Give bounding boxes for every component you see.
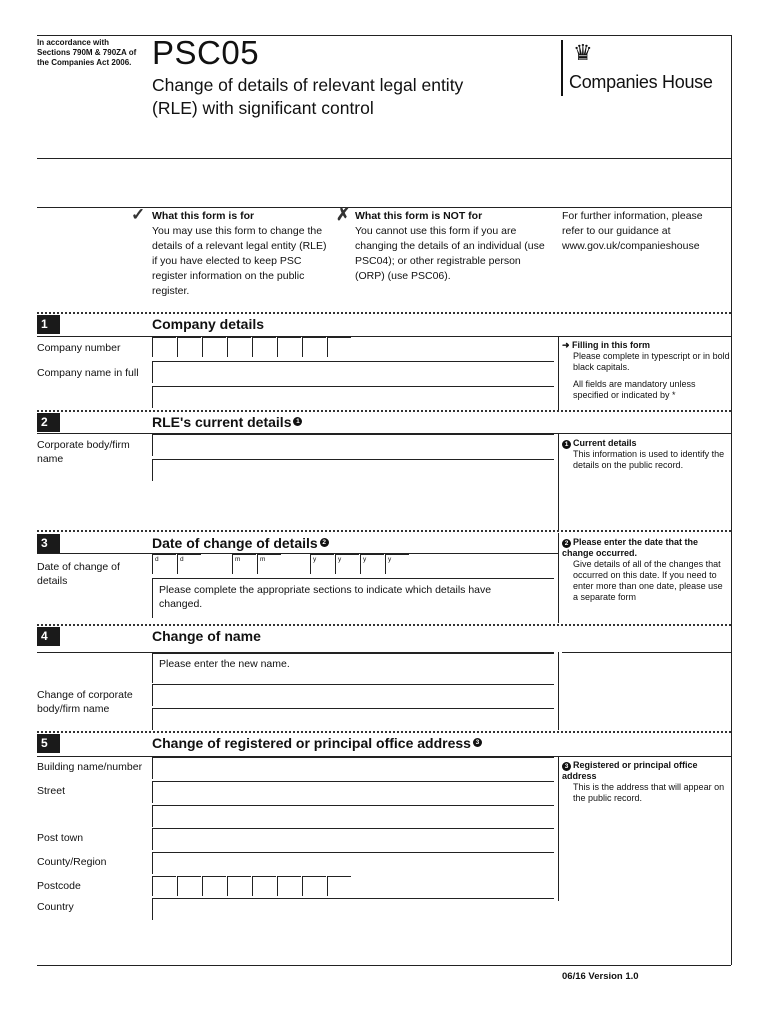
company-number-cell[interactable] xyxy=(302,337,326,357)
current-details-note xyxy=(562,438,730,471)
new-name-note: Please enter the new name. xyxy=(159,658,290,670)
section-4-title: Change of name xyxy=(152,628,261,644)
legal-basis-note: In accordance with Sections 790M & 790ZA of the Companies Act 2006. xyxy=(37,38,137,67)
corporate-body-field-line2[interactable] xyxy=(152,459,554,481)
date-day-cell[interactable]: d xyxy=(152,554,176,574)
form-purpose-text: You may use this form to change the details of a relevant legal entity (RLE) if you have elected to keep PSC register information on the public register. xyxy=(152,225,327,297)
new-name-field-line1[interactable] xyxy=(152,684,554,706)
postcode-cell[interactable] xyxy=(277,876,301,896)
change-of-name-label: Change of corporate body/firm name xyxy=(37,689,133,715)
company-number-cell[interactable] xyxy=(202,337,226,357)
section-1-number: 1 xyxy=(37,315,60,334)
top-rule xyxy=(37,35,731,36)
corporate-body-label: Corporate body/firm name xyxy=(37,439,130,465)
header-rule xyxy=(37,158,731,159)
note-1-icon: 1 xyxy=(562,440,571,449)
side-divider-4 xyxy=(558,652,559,730)
section-1-rule xyxy=(37,336,731,337)
current-details-text: This information is used to identify the details on the public record. xyxy=(573,449,725,470)
note-3-icon: 3 xyxy=(562,762,571,771)
company-number-cell[interactable] xyxy=(227,337,251,357)
section-3-divider xyxy=(37,530,731,532)
side-divider-3 xyxy=(558,533,559,623)
address-note xyxy=(562,760,730,804)
address-note-text: This is the address that will appear on the public record. xyxy=(573,782,725,803)
section-4-number: 4 xyxy=(37,627,60,646)
postcode-cell[interactable] xyxy=(227,876,251,896)
cross-icon: ✗ xyxy=(336,205,351,224)
form-not-for xyxy=(355,209,545,284)
logo-bar xyxy=(561,40,563,96)
date-day-cell[interactable]: d xyxy=(177,554,201,574)
company-number-field[interactable] xyxy=(152,337,352,357)
form-not-for-text: You cannot use this form if you are changing the details of an individual (use PSC04); or other registrable person (ORP) (use PSC06). xyxy=(355,225,545,282)
date-month-cell[interactable]: m xyxy=(232,554,256,574)
county-field[interactable] xyxy=(152,852,554,874)
mandatory-note: All fields are mandatory unless specified or indicated by * xyxy=(573,379,696,400)
postcode-cell[interactable] xyxy=(302,876,326,896)
section-3-number: 3 xyxy=(37,534,60,553)
date-of-change-field[interactable] xyxy=(152,554,412,576)
section-2-number: 2 xyxy=(37,413,60,432)
new-name-field-line2[interactable] xyxy=(152,708,554,730)
companies-house-logo xyxy=(561,40,731,96)
country-label: Country xyxy=(37,901,74,913)
note-1-icon: 1 xyxy=(293,417,302,426)
company-name-field-line2[interactable] xyxy=(152,386,554,408)
company-name-label: Company name in full xyxy=(37,367,139,379)
section-3-title: Date of change of details 2 xyxy=(152,535,329,551)
section-5-number: 5 xyxy=(37,734,60,753)
street-field-line1[interactable] xyxy=(152,781,554,803)
company-name-field-line1[interactable] xyxy=(152,361,554,383)
address-note-heading: 3 Registered or principal office address xyxy=(562,760,698,781)
county-label: County/Region xyxy=(37,856,107,868)
side-divider-1 xyxy=(558,336,559,410)
date-month-cell[interactable]: m xyxy=(257,554,281,574)
date-year-cell[interactable]: y xyxy=(360,554,384,574)
section-5-divider xyxy=(37,731,731,733)
postcode-field[interactable] xyxy=(152,876,352,896)
filling-in-text: Please complete in typescript or in bold black capitals. xyxy=(573,351,730,372)
form-title-line2: (RLE) with significant control xyxy=(152,98,374,118)
side-divider-2 xyxy=(558,433,559,530)
post-town-label: Post town xyxy=(37,832,84,844)
form-not-for-heading: What this form is NOT for xyxy=(355,210,483,222)
country-field[interactable] xyxy=(152,898,554,920)
side-divider-5 xyxy=(558,756,559,901)
post-town-field[interactable] xyxy=(152,828,554,850)
building-label: Building name/number xyxy=(37,761,143,773)
date-of-change-label: Date of change of details xyxy=(37,561,120,587)
note-2-icon: 2 xyxy=(320,538,329,547)
form-title-line1: Change of details of relevant legal entity xyxy=(152,75,464,95)
section-2-title: RLE's current details 1 xyxy=(152,414,302,430)
company-number-cell[interactable] xyxy=(177,337,201,357)
checkmark-icon: ✓ xyxy=(131,205,146,224)
date-note xyxy=(562,537,730,603)
form-purpose-heading: What this form is for xyxy=(152,210,255,222)
company-number-cell[interactable] xyxy=(327,337,351,357)
further-info: For further information, please refer to our guidance at www.gov.uk/companieshouse xyxy=(562,210,703,252)
postcode-cell[interactable] xyxy=(177,876,201,896)
postcode-cell[interactable] xyxy=(252,876,276,896)
date-year-cell[interactable]: y xyxy=(385,554,409,574)
section-4-side-rule xyxy=(562,652,731,653)
form-code: PSC05 xyxy=(152,34,260,71)
filling-in-heading: ➜ Filling in this form xyxy=(562,340,651,350)
postcode-cell[interactable] xyxy=(327,876,351,896)
date-year-cell[interactable]: y xyxy=(310,554,334,574)
filling-in-note xyxy=(562,340,730,401)
company-number-cell[interactable] xyxy=(252,337,276,357)
note-3-icon: 3 xyxy=(473,738,482,747)
note-2-icon: 2 xyxy=(562,539,571,548)
corporate-body-field-line1[interactable] xyxy=(152,434,554,456)
version-label: 06/16 Version 1.0 xyxy=(562,971,639,982)
postcode-label: Postcode xyxy=(37,880,81,892)
section-1-divider xyxy=(37,312,731,314)
company-number-label: Company number xyxy=(37,342,121,354)
section-1-title: Company details xyxy=(152,316,265,332)
company-number-cell[interactable] xyxy=(277,337,301,357)
date-note-heading: 2 Please enter the date that the change occurred. xyxy=(562,537,699,558)
street-field-line2[interactable] xyxy=(152,805,554,827)
street-label: Street xyxy=(37,785,66,797)
form-title xyxy=(152,74,532,120)
current-details-heading: 1 Current details xyxy=(562,438,730,449)
postcode-cell[interactable] xyxy=(152,876,176,896)
logo-text: Companies House xyxy=(569,72,713,92)
date-note-text: Give details of all of the changes that occurred on this date. If you need to enter more than one date, please use a separate form xyxy=(573,559,723,602)
arrow-right-icon: ➜ xyxy=(562,340,573,350)
date-change-note: Please complete the appropriate sections to indicate which details have changed. xyxy=(159,584,492,610)
royal-crest-icon: ♛ xyxy=(573,40,593,65)
bottom-rule xyxy=(37,965,731,966)
building-field[interactable] xyxy=(152,757,554,779)
section-2-divider xyxy=(37,410,731,412)
company-number-cell[interactable] xyxy=(152,337,176,357)
postcode-cell[interactable] xyxy=(202,876,226,896)
form-purpose xyxy=(152,209,332,299)
right-border xyxy=(731,35,732,965)
section-5-title: Change of registered or principal office address 3 xyxy=(152,735,482,751)
section-4-divider xyxy=(37,624,731,626)
date-year-cell[interactable]: y xyxy=(335,554,359,574)
